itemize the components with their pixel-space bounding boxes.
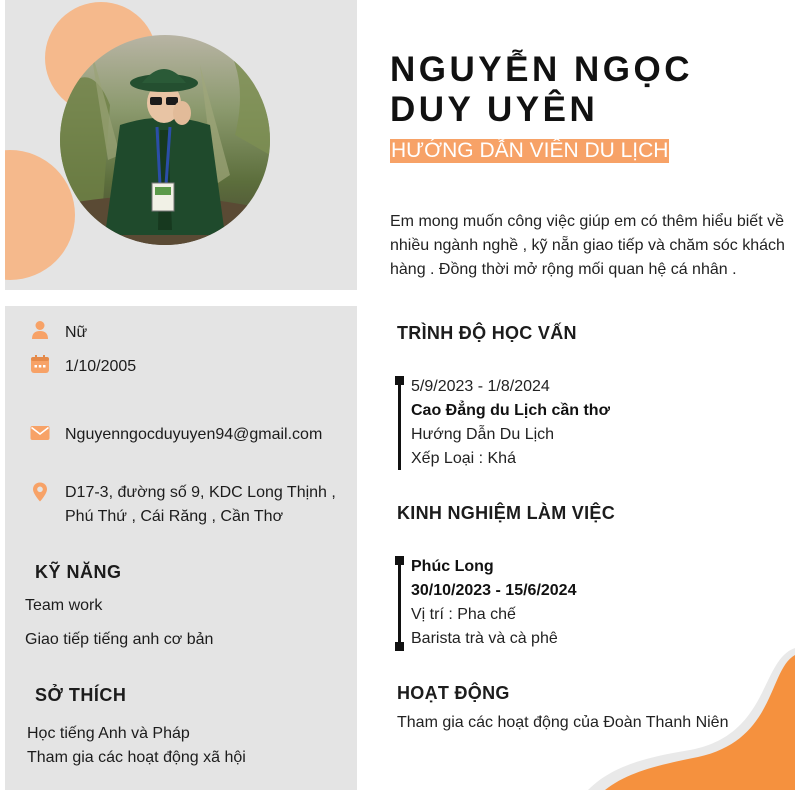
job-title-badge: HƯỚNG DẪN VIÊN DU LỊCH — [391, 139, 669, 162]
education-grade: Xếp Loại : Khá — [411, 450, 516, 467]
name-line-2: DUY UYÊN — [390, 90, 599, 129]
education-timeline — [398, 378, 401, 470]
hobby-item: Học tiếng Anh và Pháp — [27, 725, 190, 742]
full-name — [390, 50, 693, 130]
hobbies-heading: SỞ THÍCH — [35, 685, 127, 705]
profile-photo — [60, 35, 270, 245]
experience-heading: KINH NGHIỆM LÀM VIỆC — [397, 503, 616, 523]
hobby-item: Tham gia các hoạt động xã hội — [27, 749, 246, 766]
activities-heading: HOẠT ĐỘNG — [397, 683, 510, 703]
email-text[interactable]: Nguyenngocduyuyen94@gmail.com — [65, 426, 323, 443]
experience-period: 30/10/2023 - 15/6/2024 — [411, 582, 577, 599]
experience-timeline — [398, 558, 401, 648]
experience-company: Phúc Long — [411, 558, 494, 575]
education-school: Cao Đẳng du Lịch cần thơ — [411, 402, 610, 419]
skill-item: Giao tiếp tiếng anh cơ bản — [25, 631, 214, 648]
name-line-1: NGUYỄN NGỌC — [390, 50, 693, 89]
education-major: Hướng Dẫn Du Lịch — [411, 426, 555, 443]
user-icon — [30, 320, 50, 340]
skills-heading: KỸ NĂNG — [35, 562, 122, 582]
birthday-text: 1/10/2005 — [65, 358, 137, 375]
education-heading: TRÌNH ĐỘ HỌC VẤN — [397, 323, 577, 343]
experience-position: Vị trí : Pha chế — [411, 606, 516, 623]
activities-text: Tham gia các hoạt động của Đoàn Thanh Niên — [397, 714, 729, 731]
timeline-cap-bottom — [395, 642, 404, 651]
address-text: D17-3, đường số 9, KDC Long Thịnh , Phú Thứ , Cái Răng , Cần Thơ — [65, 484, 336, 525]
timeline-cap-top — [395, 376, 404, 385]
photo-panel — [5, 0, 357, 290]
education-period: 5/9/2023 - 1/8/2024 — [411, 378, 550, 395]
info-panel — [5, 306, 357, 790]
mail-icon — [30, 423, 50, 443]
location-pin-icon — [30, 482, 50, 502]
timeline-cap-top — [395, 556, 404, 565]
skill-item: Team work — [25, 597, 103, 614]
career-objective: Em mong muốn công việc giúp em có thêm hiểu biết về nhiều ngành nghề , kỹ nẵn giao tiếp và chăm sóc khách hàng . Đồng thời mở rộng mối quan hệ cá nhân . — [390, 213, 785, 278]
gender-text: Nữ — [65, 324, 88, 341]
calendar-icon — [30, 354, 50, 374]
profile-photo-illustration — [60, 35, 270, 245]
experience-description: Barista trà và cà phê — [411, 630, 558, 647]
